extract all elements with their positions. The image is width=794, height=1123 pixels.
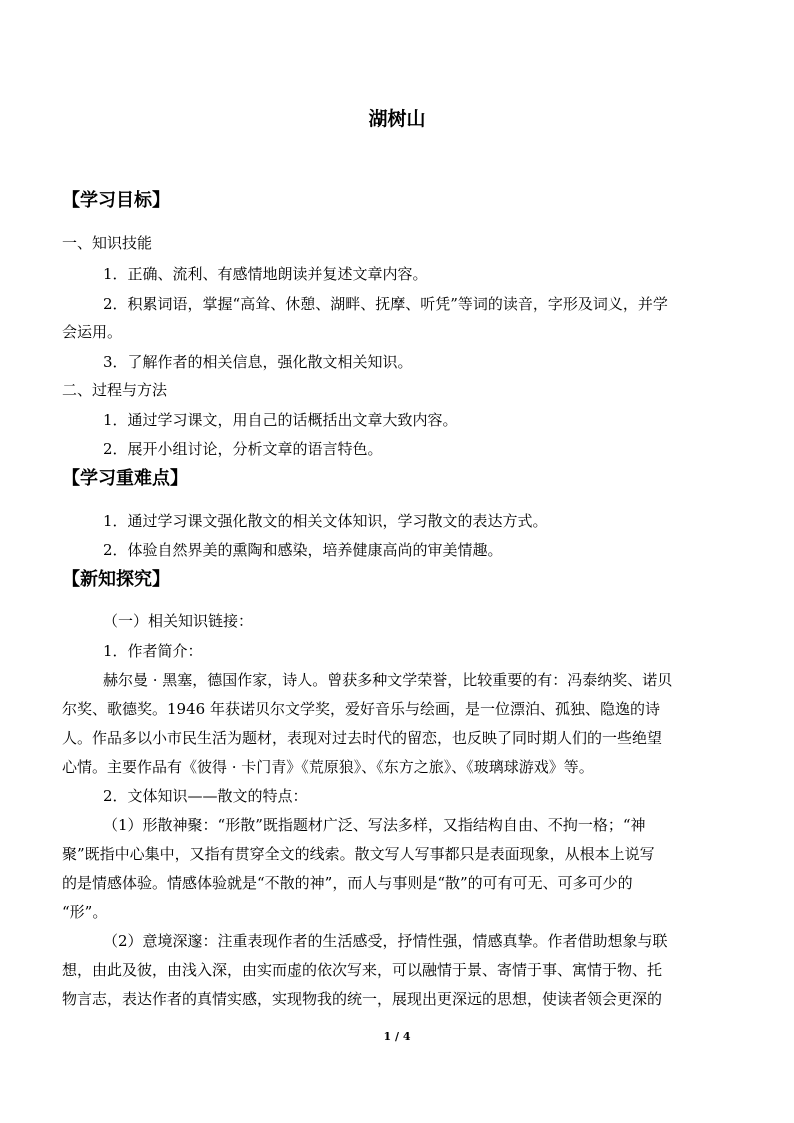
explore-line: 1．作者简介： (103, 642, 203, 660)
objectives-part2-title: 二、过程与方法 (62, 381, 168, 399)
objectives-item: 3．了解作者的相关信息，强化散文相关知识。 (103, 353, 413, 371)
objectives-item: 2．积累词语，掌握“高耸、休憩、湖畔、抚摩、听凭”等词的读音，字形及词义，并学 (103, 295, 668, 313)
difficulties-item: 1．通过学习课文强化散文的相关文体知识，学习散文的表达方式。 (103, 512, 548, 530)
explore-line: 尔奖、歌德奖。1946 年获诺贝尔文学奖，爱好音乐与绘画，是一位漂泊、孤独、隐逸的诗 (62, 700, 660, 718)
document-title: 湖树山 (368, 108, 426, 130)
section-heading-objectives: 【学习目标】 (62, 190, 170, 211)
objectives-item: 1．正确、流利、有感情地朗读并复述文章内容。 (103, 265, 428, 283)
explore-line: “形”。 (62, 903, 108, 921)
explore-line: 的是情感体验。情感体验就是“不散的神”，而人与事则是“散”的可有可无、可多可少的 (62, 874, 633, 892)
page-number: 1 / 4 (383, 1030, 411, 1043)
section-heading-difficulties: 【学习重难点】 (62, 468, 188, 489)
objectives-item: 1．通过学习课文，用自己的话概括出文章大致内容。 (103, 411, 458, 429)
explore-line: 人。作品多以小市民生活为题材，表现对过去时代的留恋，也反映了同时期人们的一些绝望 (62, 729, 663, 747)
objectives-item-continuation: 会运用。 (62, 323, 123, 341)
explore-line: （2）意境深邃：注重表现作者的生活感受，抒情性强，情感真挚。作者借助想象与联 (103, 932, 668, 950)
difficulties-item: 2．体验自然界美的熏陶和感染，培养健康高尚的审美情趣。 (103, 541, 503, 559)
objectives-item: 2．展开小组讨论，分析文章的语言特色。 (103, 440, 383, 458)
section-heading-explore: 【新知探究】 (62, 569, 170, 590)
objectives-part1-title: 一、知识技能 (62, 234, 153, 252)
explore-line: 物言志，表达作者的真情实感，实现物我的统一，展现出更深远的思想，使读者领会更深的 (62, 990, 663, 1008)
explore-line: 心情。主要作品有《彼得 · 卡门青》《荒原狼》、《东方之旅》、《玻璃球游戏》等。 (62, 758, 594, 776)
explore-line: 赫尔曼 · 黑塞，德国作家，诗人。曾获多种文学荣誉，比较重要的有：冯泰纳奖、诺贝 (103, 671, 673, 689)
explore-line: 聚”既指中心集中，又指有贯穿全文的线索。散文写人写事都只是表面现象，从根本上说写 (62, 845, 655, 863)
explore-line: 2．文体知识——散文的特点： (103, 787, 308, 805)
explore-subheading: （一）相关知识链接： (103, 612, 254, 630)
explore-line: （1）形散神聚：“形散”既指题材广泛、写法多样，又指结构自由、不拘一格；“神 (103, 816, 646, 834)
explore-line: 想，由此及彼，由浅入深，由实而虚的依次写来，可以融情于景、寄情于事、寓情于物、托 (62, 961, 663, 979)
